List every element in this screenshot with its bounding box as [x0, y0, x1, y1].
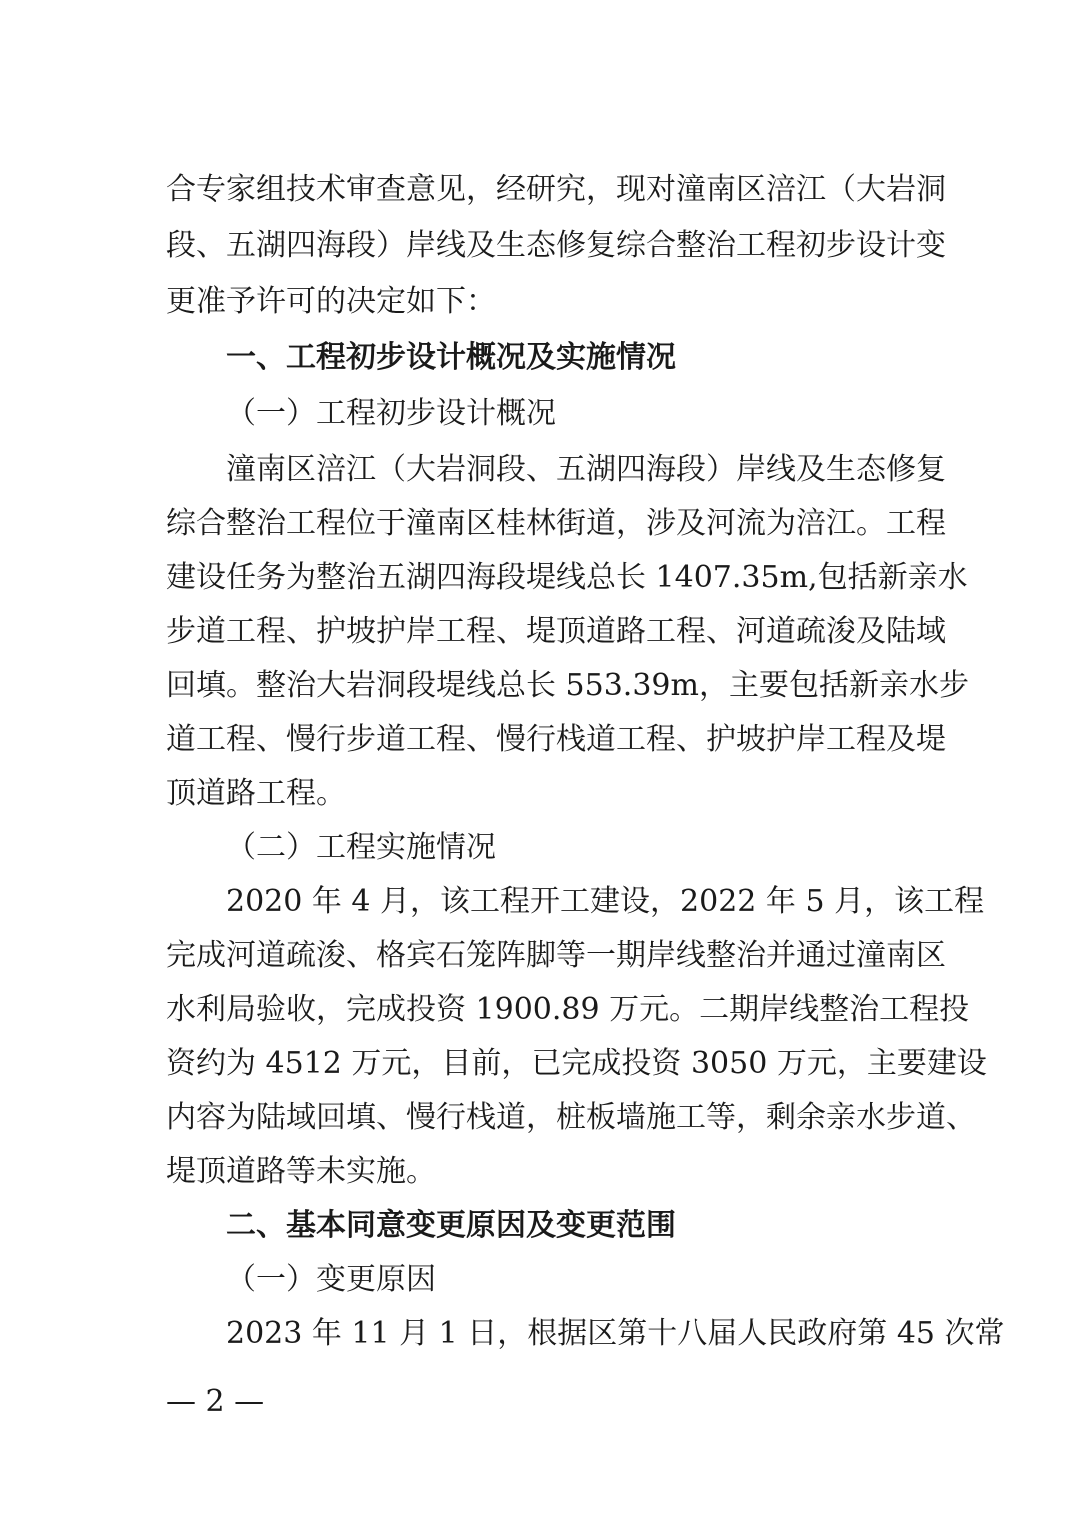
intro-line-3: 更准予许可的决定如下：	[166, 284, 496, 319]
section-1-sub-2-line-1: 2020 年 4 月，该工程开工建设，2022 年 5 月，该工程	[226, 884, 985, 919]
section-2-sub-1-line-1: 2023 年 11 月 1 日，根据区第十八届人民政府第 45 次常	[226, 1316, 1005, 1351]
section-1-sub-1-line-1: 潼南区涪江（大岩洞段、五湖四海段）岸线及生态修复	[226, 452, 946, 487]
section-1-sub-2-line-6: 堤顶道路等未实施。	[166, 1154, 436, 1189]
section-1-sub-2-line-5: 内容为陆域回填、慢行栈道，桩板墙施工等，剩余亲水步道、	[166, 1100, 976, 1135]
section-1-sub-1-line-3: 建设任务为整治五湖四海段堤线总长 1407.35m,包括新亲水	[166, 560, 968, 595]
section-1-heading: 一、工程初步设计概况及实施情况	[226, 340, 676, 375]
section-1-sub-2-heading: （二）工程实施情况	[226, 830, 496, 865]
section-1-sub-1-line-6: 道工程、慢行步道工程、慢行栈道工程、护坡护岸工程及堤	[166, 722, 946, 757]
intro-line-2: 段、五湖四海段）岸线及生态修复综合整治工程初步设计变	[166, 228, 946, 263]
page-number: — 2 —	[166, 1384, 265, 1419]
section-1-sub-2-line-4: 资约为 4512 万元，目前，已完成投资 3050 万元，主要建设	[166, 1046, 987, 1081]
section-2-sub-1-heading: （一）变更原因	[226, 1262, 436, 1297]
section-1-sub-1-heading: （一）工程初步设计概况	[226, 396, 556, 431]
section-1-sub-1-line-7: 顶道路工程。	[166, 776, 346, 811]
section-1-sub-2-line-3: 水利局验收，完成投资 1900.89 万元。二期岸线整治工程投	[166, 992, 970, 1027]
section-1-sub-1-line-2: 综合整治工程位于潼南区桂林街道，涉及河流为涪江。工程	[166, 506, 946, 541]
section-1-sub-2-line-2: 完成河道疏浚、格宾石笼阵脚等一期岸线整治并通过潼南区	[166, 938, 946, 973]
section-1-sub-1-line-5: 回填。整治大岩洞段堤线总长 553.39m，主要包括新亲水步	[166, 668, 969, 703]
section-2-heading: 二、基本同意变更原因及变更范围	[226, 1208, 676, 1243]
section-1-sub-1-line-4: 步道工程、护坡护岸工程、堤顶道路工程、河道疏浚及陆域	[166, 614, 946, 649]
intro-line-1: 合专家组技术审查意见，经研究，现对潼南区涪江（大岩洞	[166, 172, 946, 207]
